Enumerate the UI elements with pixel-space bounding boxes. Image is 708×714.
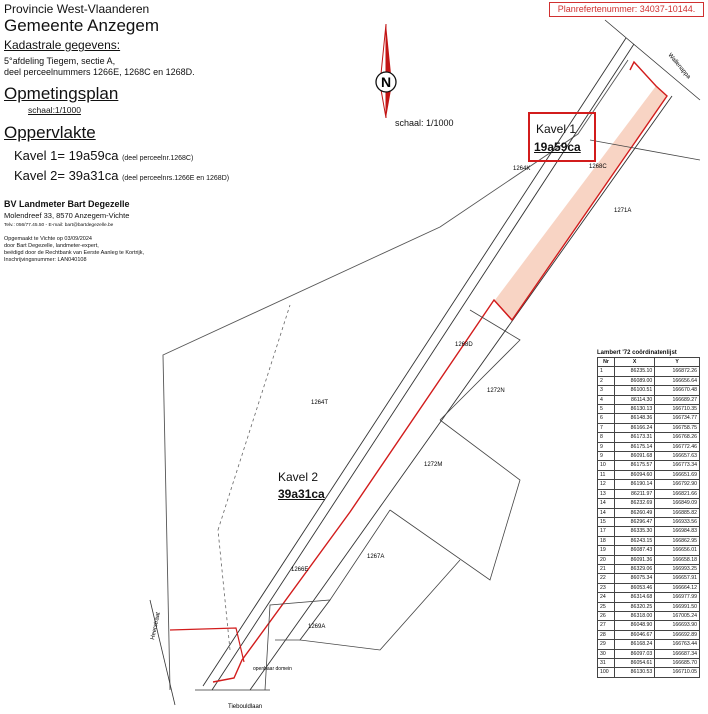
x-coordinate-cell: 86329.06 — [615, 564, 655, 573]
street-label-tiebouldlaan: Tiebouldlaan — [228, 704, 263, 710]
point-number-cell: 25 — [598, 602, 615, 611]
x-coordinate-cell: 86318.00 — [615, 611, 655, 620]
cadastral-line-1: 5°afdeling Tiegem, sectie A, — [4, 56, 116, 66]
y-coordinate-cell: 166710.05 — [655, 668, 700, 677]
table-row — [598, 555, 700, 564]
kavel1-area-note: (deel perceelnr.1268C) — [122, 155, 194, 162]
north-letter: N — [380, 74, 392, 90]
point-number-cell: 29 — [598, 640, 615, 649]
parcel-label-1264T: 1264T — [311, 400, 329, 406]
point-number-cell: 10 — [598, 461, 615, 470]
coordinate-table-header — [598, 358, 700, 367]
y-coordinate-cell: 166984.83 — [655, 527, 700, 536]
x-coordinate-cell: 86053.46 — [615, 583, 655, 592]
y-coordinate-cell: 166758.75 — [655, 423, 700, 432]
y-coordinate-cell: 166933.56 — [655, 517, 700, 526]
y-coordinate-cell: 166685.70 — [655, 659, 700, 668]
point-number-cell: 1 — [598, 367, 615, 376]
firm-address: Molendreef 33, 8570 Anzegem-Vichte — [4, 211, 130, 220]
table-row — [598, 395, 700, 404]
point-number-cell: 27 — [598, 621, 615, 630]
table-row — [598, 517, 700, 526]
x-coordinate-cell: 86296.47 — [615, 517, 655, 526]
y-coordinate-cell: 166792.90 — [655, 480, 700, 489]
parcel-label-1272M: 1272M — [424, 462, 443, 468]
table-row — [598, 640, 700, 649]
x-coordinate-cell: 86100.51 — [615, 386, 655, 395]
x-coordinate-cell: 86091.68 — [615, 452, 655, 461]
scale-label-compass: schaal: 1/1000 — [395, 118, 454, 128]
x-coordinate-cell: 86211.97 — [615, 489, 655, 498]
y-coordinate-cell: 166664.12 — [655, 583, 700, 592]
header-nr: Nr — [598, 358, 615, 367]
x-coordinate-cell: 86089.00 — [615, 376, 655, 385]
y-coordinate-cell: 166772.46 — [655, 442, 700, 451]
x-coordinate-cell: 86168.24 — [615, 640, 655, 649]
x-coordinate-cell: 86130.53 — [615, 668, 655, 677]
table-row — [598, 546, 700, 555]
plan-reference-number: Planrefertenummer: 34037-10144. — [549, 2, 704, 17]
point-number-cell: 2 — [598, 376, 615, 385]
y-coordinate-cell: 166991.50 — [655, 602, 700, 611]
table-row — [598, 583, 700, 592]
street-label-heerstraat: Heerstraat — [150, 611, 162, 641]
point-number-cell: 20 — [598, 555, 615, 564]
point-number-cell: 4 — [598, 395, 615, 404]
point-number-cell: 11 — [598, 470, 615, 479]
y-coordinate-cell: 166977.99 — [655, 593, 700, 602]
y-coordinate-cell: 166872.26 — [655, 367, 700, 376]
parcel-label-1268C: 1268C — [589, 164, 607, 170]
point-number-cell: 31 — [598, 659, 615, 668]
point-number-cell: 6 — [598, 414, 615, 423]
table-row — [598, 508, 700, 517]
table-row — [598, 405, 700, 414]
y-coordinate-cell: 166658.18 — [655, 555, 700, 564]
y-coordinate-cell: 166862.95 — [655, 536, 700, 545]
point-number-cell: 13 — [598, 489, 615, 498]
table-row — [598, 659, 700, 668]
parcel-label-1272N: 1272N — [487, 388, 505, 394]
firm-meta-4: Inschrijvingsnummer: LAN040108 — [4, 257, 87, 263]
point-number-cell: 9 — [598, 452, 615, 461]
table-row — [598, 621, 700, 630]
x-coordinate-cell: 86091.36 — [615, 555, 655, 564]
x-coordinate-cell: 86075.34 — [615, 574, 655, 583]
kavel1-label-box — [528, 112, 596, 162]
x-coordinate-cell: 86260.49 — [615, 508, 655, 517]
firm-meta-3: beëdigd door de Rechtbank van Eerste Aanleg te Kortrijk, — [4, 250, 145, 256]
point-number-cell: 14 — [598, 499, 615, 508]
x-coordinate-cell: 86148.36 — [615, 414, 655, 423]
table-row — [598, 423, 700, 432]
parcel-boundary-1269A — [265, 600, 330, 690]
x-coordinate-cell: 86114.30 — [615, 395, 655, 404]
x-coordinate-cell: 86243.15 — [615, 536, 655, 545]
coordinate-list-title: Lambert '72 coördinatenlijst — [597, 350, 677, 356]
table-row — [598, 536, 700, 545]
table-row — [598, 367, 700, 376]
table-row — [598, 480, 700, 489]
table-row — [598, 527, 700, 536]
y-coordinate-cell: 166773.34 — [655, 461, 700, 470]
y-coordinate-cell: 166763.44 — [655, 640, 700, 649]
table-row — [598, 611, 700, 620]
x-coordinate-cell: 86048.90 — [615, 621, 655, 630]
x-coordinate-cell: 86175.14 — [615, 442, 655, 451]
table-row — [598, 414, 700, 423]
x-coordinate-cell: 86175.57 — [615, 461, 655, 470]
table-row — [598, 602, 700, 611]
x-coordinate-cell: 86232.69 — [615, 499, 655, 508]
x-coordinate-cell: 86235.10 — [615, 367, 655, 376]
parcel-label-1264K: 1264K — [513, 166, 531, 172]
point-number-cell: 28 — [598, 630, 615, 639]
table-row — [598, 461, 700, 470]
table-row — [598, 630, 700, 639]
y-coordinate-cell: 166821.66 — [655, 489, 700, 498]
table-row — [598, 649, 700, 658]
point-number-cell: 9 — [598, 442, 615, 451]
point-number-cell: 3 — [598, 386, 615, 395]
y-coordinate-cell: 166689.27 — [655, 395, 700, 404]
point-number-cell: 24 — [598, 593, 615, 602]
x-coordinate-cell: 86094.60 — [615, 470, 655, 479]
y-coordinate-cell: 166692.89 — [655, 630, 700, 639]
point-number-cell: 7 — [598, 423, 615, 432]
y-coordinate-cell: 166993.25 — [655, 564, 700, 573]
parcel-boundary-1272M — [390, 420, 520, 580]
table-row — [598, 376, 700, 385]
table-row — [598, 564, 700, 573]
municipality-label: Gemeente Anzegem — [4, 16, 159, 35]
coordinate-list — [597, 350, 700, 678]
point-number-cell: 30 — [598, 649, 615, 658]
parcel-label-1268D: 1268D — [455, 342, 473, 348]
x-coordinate-cell: 86320.25 — [615, 602, 655, 611]
area-title: Oppervlakte — [4, 123, 96, 142]
parcel-label-1271A: 1271A — [614, 208, 632, 214]
table-row — [598, 386, 700, 395]
y-coordinate-cell: 166656.64 — [655, 376, 700, 385]
street-edge-wallenappa — [605, 20, 700, 100]
point-number-cell: 8 — [598, 433, 615, 442]
table-row — [598, 442, 700, 451]
parcel-label-1267A: 1267A — [367, 554, 385, 560]
y-coordinate-cell: 166670.48 — [655, 386, 700, 395]
table-row — [598, 499, 700, 508]
coordinate-table — [597, 357, 700, 678]
x-coordinate-cell: 86054.61 — [615, 659, 655, 668]
kavel2-title: Kavel 2 — [278, 470, 319, 484]
kavel2-south-boundary — [170, 628, 244, 662]
street-label-openbaar-domein: openbaar domein — [253, 666, 292, 672]
table-row — [598, 452, 700, 461]
y-coordinate-cell: 166651.69 — [655, 470, 700, 479]
kavel2-area-note: (deel perceelnrs.1266E en 1268D) — [122, 175, 230, 182]
point-number-cell: 100 — [598, 668, 615, 677]
kavel1-title: Kavel 1 — [536, 122, 577, 136]
firm-meta-1: Opgemaakt te Vichte op 03/09/2024 — [4, 236, 92, 242]
y-coordinate-cell: 166693.90 — [655, 621, 700, 630]
y-coordinate-cell: 166687.34 — [655, 649, 700, 658]
y-coordinate-cell: 167005.24 — [655, 611, 700, 620]
point-number-cell: 12 — [598, 480, 615, 489]
street-label-wallenappa: Wallenappa — [666, 52, 692, 81]
x-coordinate-cell: 86130.13 — [615, 405, 655, 414]
point-number-cell: 23 — [598, 583, 615, 592]
province-label: Provincie West-Vlaanderen — [4, 2, 150, 16]
kavel1-area: 19a59ca — [534, 140, 581, 154]
parcel-label-1269A: 1269A — [308, 624, 326, 630]
kavel2-area: 39a31ca — [278, 487, 325, 501]
point-number-cell: 14 — [598, 508, 615, 517]
table-row — [598, 574, 700, 583]
point-number-cell: 5 — [598, 405, 615, 414]
table-row — [598, 433, 700, 442]
y-coordinate-cell: 166710.35 — [655, 405, 700, 414]
dashed-line-2 — [218, 530, 230, 650]
point-number-cell: 21 — [598, 564, 615, 573]
table-row — [598, 668, 700, 677]
plan-title: Opmetingsplan — [4, 84, 119, 103]
x-coordinate-cell: 86166.24 — [615, 423, 655, 432]
cadastral-title: Kadastrale gegevens: — [4, 38, 121, 52]
kavel2-area-text: Kavel 2= 39a31ca — [14, 168, 119, 183]
y-coordinate-cell: 166734.77 — [655, 414, 700, 423]
x-coordinate-cell: 86314.68 — [615, 593, 655, 602]
x-coordinate-cell: 86087.43 — [615, 546, 655, 555]
x-coordinate-cell: 86173.31 — [615, 433, 655, 442]
parcel-label-1266E: 1266E — [291, 567, 309, 573]
point-number-cell: 19 — [598, 546, 615, 555]
y-coordinate-cell: 166657.91 — [655, 574, 700, 583]
table-row — [598, 489, 700, 498]
firm-name: BV Landmeter Bart Degezelle — [4, 199, 130, 209]
table-row — [598, 593, 700, 602]
x-coordinate-cell: 86097.03 — [615, 649, 655, 658]
point-number-cell: 15 — [598, 517, 615, 526]
firm-contact: Telv.: 056/77.45.50 - E-mail: bart@bartdegezelle.be — [4, 223, 114, 228]
cadastral-line-2: deel perceelnummers 1266E, 1268C en 1268D. — [4, 67, 195, 77]
y-coordinate-cell: 166768.26 — [655, 433, 700, 442]
kavel1-area-text: Kavel 1= 19a59ca — [14, 148, 119, 163]
y-coordinate-cell: 166656.01 — [655, 546, 700, 555]
x-coordinate-cell: 86190.14 — [615, 480, 655, 489]
x-coordinate-cell: 86046.67 — [615, 630, 655, 639]
scale-label-left: schaal:1/1000 — [28, 105, 81, 115]
point-number-cell: 18 — [598, 536, 615, 545]
y-coordinate-cell: 166657.63 — [655, 452, 700, 461]
y-coordinate-cell: 166885.82 — [655, 508, 700, 517]
street-edge-heerstraat — [150, 600, 175, 705]
table-row — [598, 470, 700, 479]
point-number-cell: 17 — [598, 527, 615, 536]
x-coordinate-cell: 86335.30 — [615, 527, 655, 536]
point-number-cell: 22 — [598, 574, 615, 583]
header-x: X — [615, 358, 655, 367]
point-number-cell: 26 — [598, 611, 615, 620]
y-coordinate-cell: 166849.09 — [655, 499, 700, 508]
firm-meta-2: door Bart Degezelle, landmeter-expert, — [4, 243, 99, 249]
coordinate-table-body — [598, 367, 700, 677]
header-y: Y — [655, 358, 700, 367]
